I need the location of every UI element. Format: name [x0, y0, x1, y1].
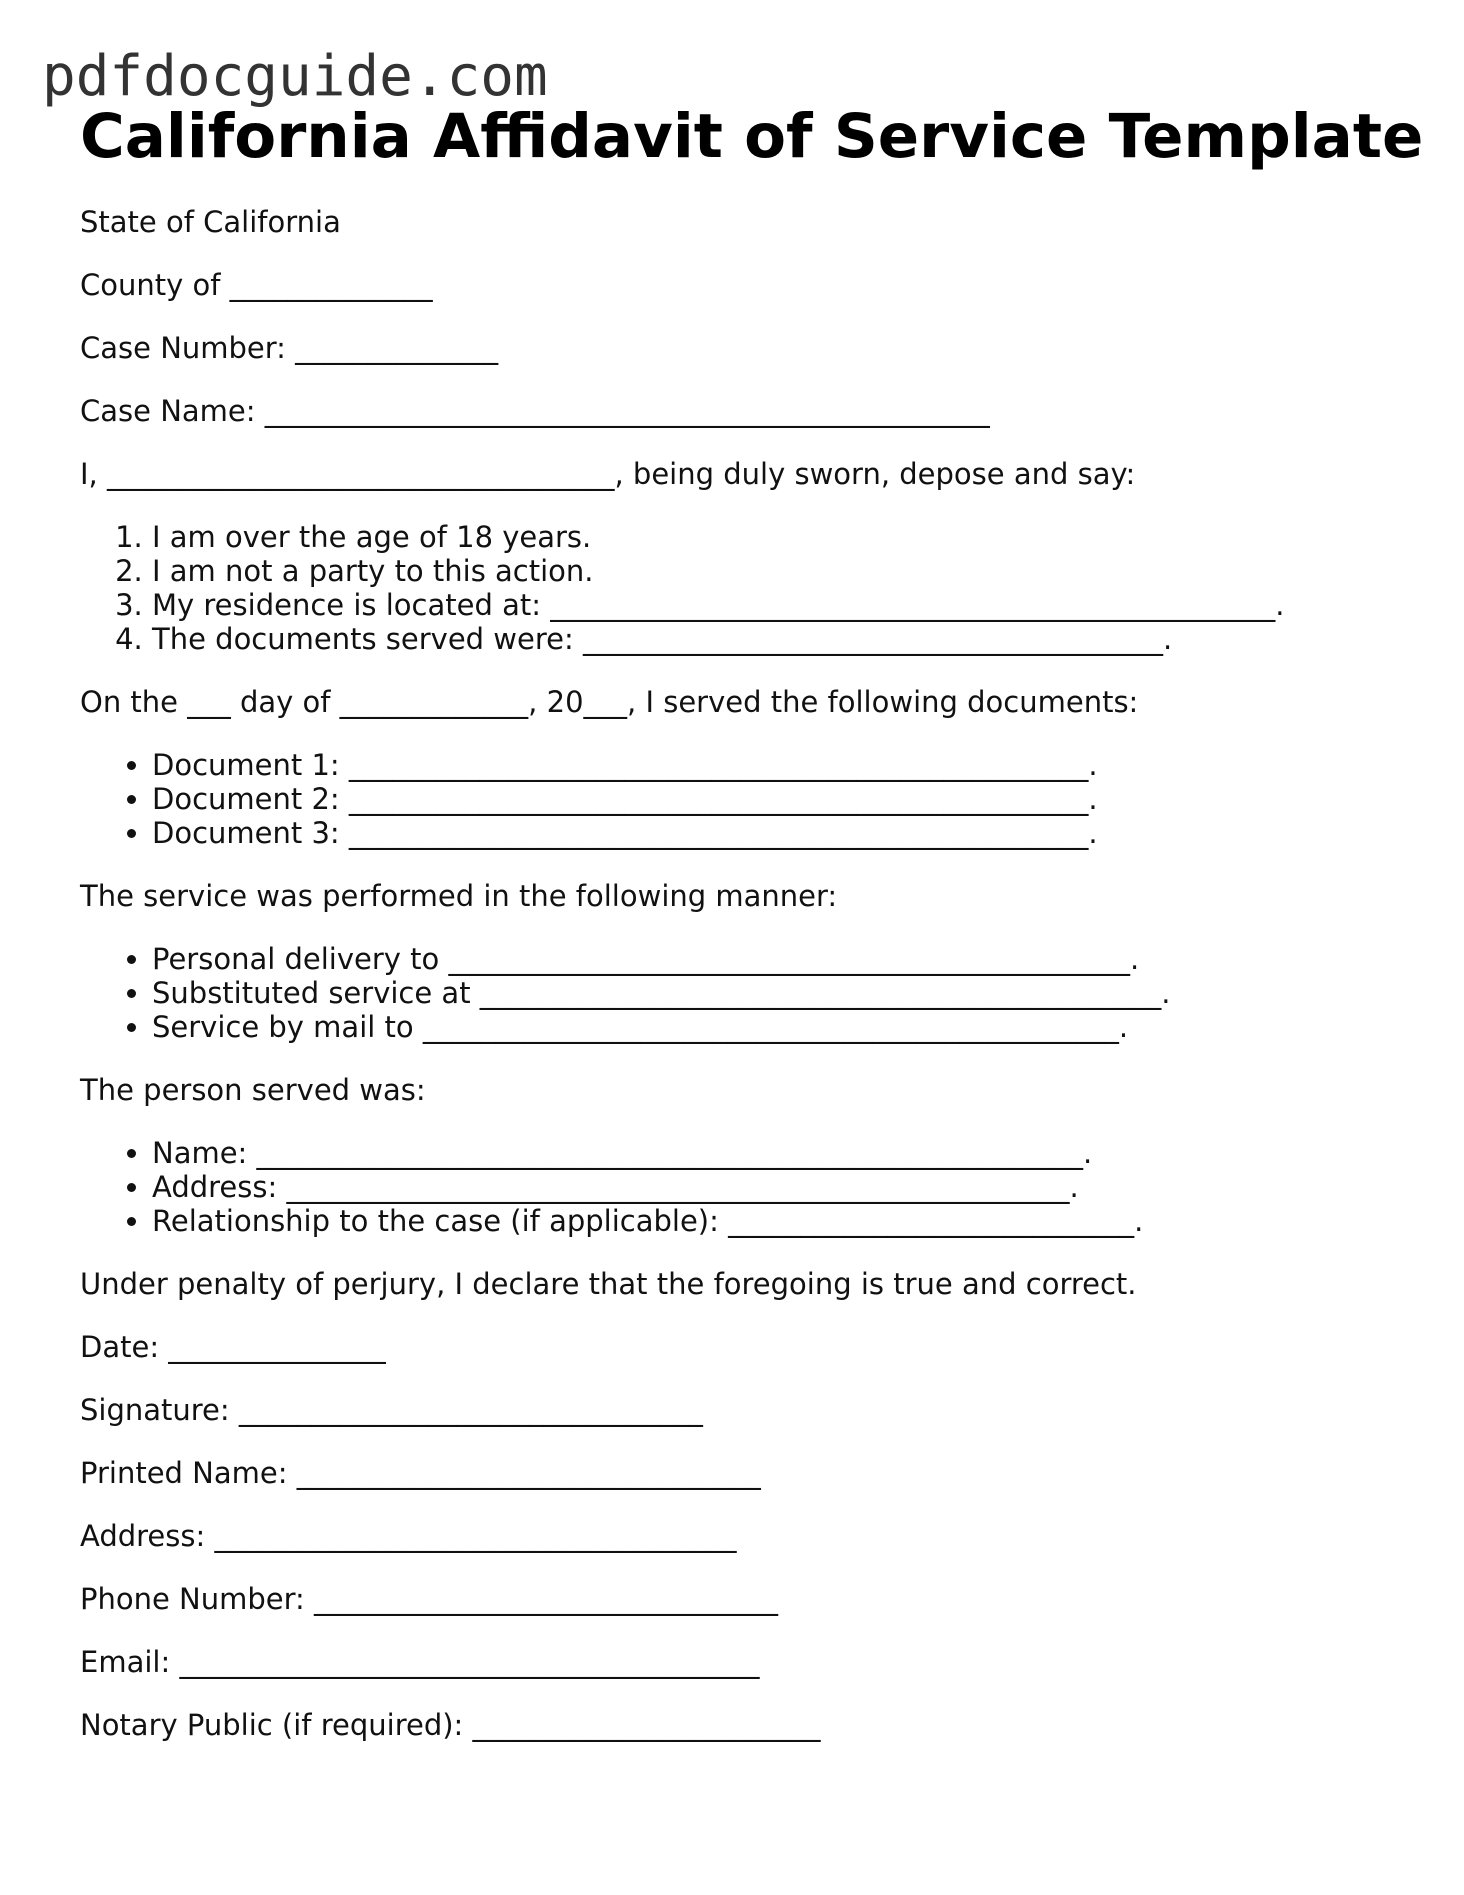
person-list [80, 1136, 1400, 1238]
list-item: 2. I am not a party to this action. [152, 554, 1400, 588]
list-item: 4. The documents served were: ________________________________________. [152, 622, 1400, 656]
list-item: • Address: ______________________________________________________. [152, 1170, 1400, 1204]
notary-line: Notary Public (if required): ________________________ [80, 1708, 821, 1742]
documents-list [80, 748, 1400, 850]
person-heading: The person served was: [80, 1073, 426, 1107]
list-item: • Document 3: ___________________________________________________. [152, 816, 1400, 850]
list-item: • Service by mail to ________________________________________________. [152, 1010, 1400, 1044]
date-line: Date: _______________ [80, 1330, 386, 1364]
list-item: • Personal delivery to _______________________________________________. [152, 942, 1400, 976]
list-item: • Document 2: ___________________________________________________. [152, 782, 1400, 816]
email-line: Email: ________________________________________ [80, 1645, 760, 1679]
manner-list [80, 942, 1400, 1044]
address-line: Address: ____________________________________ [80, 1519, 737, 1553]
state-line: State of California [80, 205, 341, 239]
oath-line: I, ___________________________________, being duly sworn, depose and say: [80, 457, 1136, 491]
list-item: • Relationship to the case (if applicable): ____________________________. [152, 1204, 1400, 1238]
list-item: • Document 1: ___________________________________________________. [152, 748, 1400, 782]
phone-line: Phone Number: ________________________________ [80, 1582, 779, 1616]
case-number-line: Case Number: ______________ [80, 331, 499, 365]
county-line: County of ______________ [80, 268, 433, 302]
page-title: California Affidavit of Service Template [80, 101, 1424, 172]
manner-heading: The service was performed in the following manner: [80, 879, 838, 913]
service-date-line: On the ___ day of _____________, 20___, I served the following documents: [80, 685, 1139, 719]
list-item: 1. I am over the age of 18 years. [152, 520, 1400, 554]
signature-line: Signature: ________________________________ [80, 1393, 703, 1427]
list-item: • Substituted service at _______________________________________________. [152, 976, 1400, 1010]
declaration-line: Under penalty of perjury, I declare that the foregoing is true and correct. [80, 1267, 1137, 1301]
document-body [80, 205, 1400, 1771]
statements-list [80, 520, 1400, 656]
list-item: • Name: _________________________________________________________. [152, 1136, 1400, 1170]
case-name-line: Case Name: __________________________________________________ [80, 394, 990, 428]
list-item: 3. My residence is located at: __________________________________________________. [152, 588, 1400, 622]
watermark: pdfdocguide.com [42, 44, 548, 109]
printed-name-line: Printed Name: ________________________________ [80, 1456, 761, 1490]
